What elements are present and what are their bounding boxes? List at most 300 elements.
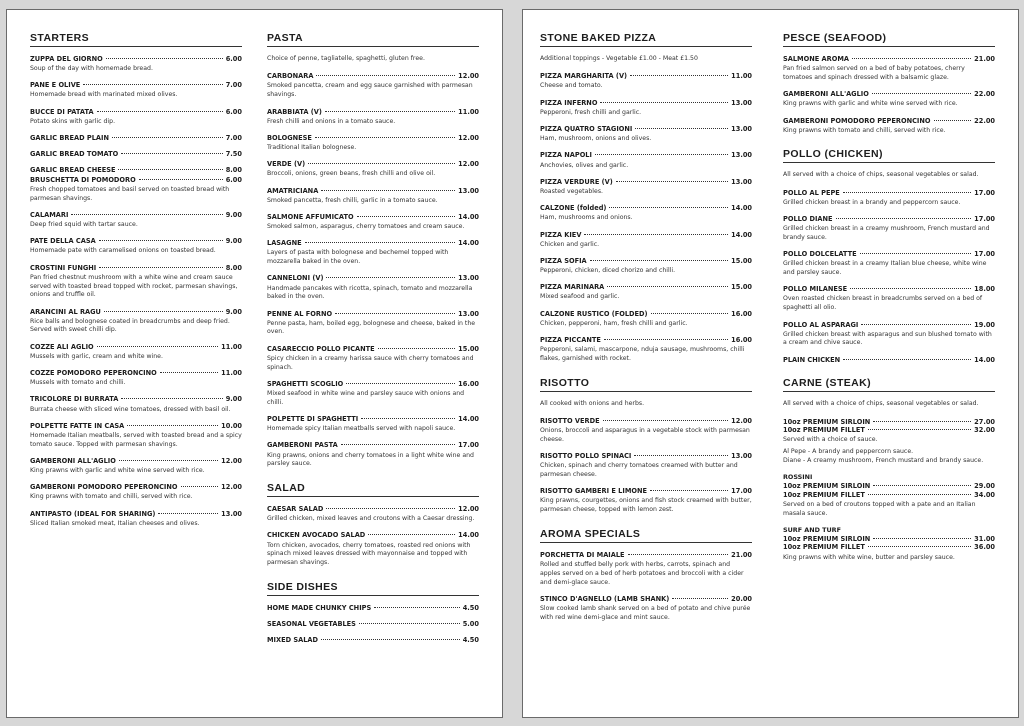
section-title: SIDE DISHES bbox=[267, 581, 479, 596]
item-description: Slow cooked lamb shank served on a bed of potato and chive purée with red wine demi-glace and mint sauce. bbox=[540, 604, 751, 621]
menu-item bbox=[267, 636, 479, 645]
dot-leader bbox=[357, 216, 456, 217]
menu-item-row bbox=[267, 160, 479, 169]
dot-leader bbox=[672, 598, 728, 599]
section-note: Choice of penne, tagliatelle, spaghetti, gluten free. bbox=[267, 55, 425, 62]
item-description: Homemade Italian meatballs, served with toasted bread and a spicy tomato sauce. Topped with parmesan shavings. bbox=[30, 431, 242, 448]
menu-item bbox=[267, 531, 479, 567]
menu-item-row bbox=[783, 543, 995, 552]
menu-item-row bbox=[267, 72, 479, 81]
item-price: 13.00 bbox=[458, 309, 479, 318]
dot-leader bbox=[83, 84, 222, 85]
menu-item bbox=[540, 72, 752, 91]
dot-leader bbox=[836, 218, 972, 219]
item-name: PIZZA NAPOLI bbox=[540, 151, 592, 160]
dot-leader bbox=[341, 444, 455, 445]
item-price: 17.00 bbox=[458, 441, 479, 450]
item-name: CASARECCIO POLLO PICANTE bbox=[267, 344, 375, 353]
dot-leader bbox=[868, 494, 971, 495]
dot-leader bbox=[860, 253, 972, 254]
item-name: LASAGNE bbox=[267, 239, 302, 248]
menu-item-row bbox=[783, 482, 995, 491]
item-price: 21.00 bbox=[731, 550, 752, 559]
dot-leader bbox=[121, 398, 222, 399]
item-name: VERDE (V) bbox=[267, 160, 306, 169]
item-name: GAMBERONI ALL'AGLIO bbox=[30, 456, 116, 465]
item-name: SALMONE AROMA bbox=[783, 55, 849, 63]
dot-leader bbox=[321, 190, 455, 191]
item-name: POLLO DOLCELATTE bbox=[783, 250, 857, 259]
item-price: 14.00 bbox=[974, 355, 995, 364]
menu-item-row bbox=[267, 134, 479, 143]
item-price: 16.00 bbox=[731, 335, 752, 344]
item-description: Pepperoni, chicken, diced chorizo and chilli. bbox=[540, 266, 676, 274]
item-description: Fresh chilli and onions in a tomato sauce. bbox=[267, 117, 396, 125]
item-name: CALZONE RUSTICO (FOLDED) bbox=[540, 309, 648, 318]
menu-item-row bbox=[30, 395, 242, 404]
item-price: 13.00 bbox=[458, 186, 479, 195]
item-description: Deep fried squid with tartar sauce. bbox=[30, 220, 138, 228]
item-name: MIXED SALAD bbox=[267, 636, 319, 645]
menu-item-row bbox=[783, 535, 995, 544]
section-note: All served with a choice of chips, seasonal vegetables or salad. bbox=[783, 171, 979, 179]
section-title: RISOTTO bbox=[540, 377, 752, 392]
dot-leader bbox=[843, 192, 971, 193]
dot-leader bbox=[346, 383, 455, 384]
item-description: Potato skins with garlic dip. bbox=[30, 117, 116, 125]
menu-item bbox=[30, 264, 242, 300]
menu-item bbox=[267, 604, 479, 613]
dot-leader bbox=[630, 75, 728, 76]
item-price: 5.00 bbox=[462, 619, 479, 628]
item-price: 4.50 bbox=[462, 603, 479, 612]
section-note: All cooked with onions and herbs. bbox=[540, 399, 645, 407]
item-price: 14.00 bbox=[458, 212, 479, 221]
dot-leader bbox=[868, 546, 971, 547]
item-description: Handmade pancakes with ricotta, spinach, tomato and mozzarella baked in the oven. bbox=[267, 284, 473, 301]
menu-item-row bbox=[30, 81, 242, 90]
menu-item-row bbox=[540, 310, 752, 319]
item-description: Smoked pancetta, fresh chilli, garlic in a tomato sauce. bbox=[267, 196, 438, 204]
menu-item-row bbox=[267, 604, 479, 613]
menu-item bbox=[540, 336, 752, 364]
menu-column-2 bbox=[267, 32, 479, 658]
item-price: 22.00 bbox=[974, 90, 995, 99]
item-name: POLLO MILANESE bbox=[783, 285, 848, 294]
group-description: Al Pepe - A brandy and peppercorn sauce. bbox=[783, 448, 914, 456]
dot-leader bbox=[316, 75, 455, 76]
menu-item-row bbox=[540, 551, 752, 560]
item-description: Grilled chicken breast in a creamy Italian blue cheese, white wine and parsley sauce. bbox=[783, 260, 987, 277]
item-price: 12.00 bbox=[458, 160, 479, 169]
item-name: 10oz PREMIUM FILLET bbox=[783, 426, 865, 435]
menu-item-row bbox=[267, 345, 479, 354]
item-description: Burrata cheese with sliced wine tomatoes, dressed with basil oil. bbox=[30, 405, 231, 413]
dot-leader bbox=[628, 554, 729, 555]
section-title: STARTERS bbox=[30, 32, 242, 47]
menu-item-row bbox=[30, 343, 242, 352]
dot-leader bbox=[873, 538, 971, 539]
item-price: 14.00 bbox=[458, 531, 479, 540]
menu-item-group bbox=[783, 526, 995, 562]
item-name: CAESAR SALAD bbox=[267, 505, 324, 514]
item-price: 9.00 bbox=[225, 237, 242, 246]
dot-leader bbox=[359, 623, 460, 624]
group-description: Served with a choice of sauce. bbox=[783, 436, 878, 444]
menu-item-row bbox=[30, 237, 242, 246]
menu-item bbox=[30, 457, 242, 476]
menu-item bbox=[30, 395, 242, 414]
item-name: PIZZA MARINARA bbox=[540, 283, 605, 292]
dot-leader bbox=[321, 639, 460, 640]
menu-item-row bbox=[540, 595, 752, 604]
item-name: 10oz PREMIUM FILLET bbox=[783, 543, 865, 552]
item-name: STINCO D'AGNELLO (LAMB SHANK) bbox=[540, 594, 670, 603]
item-name: 10oz PREMIUM SIRLOIN bbox=[783, 482, 871, 491]
dot-leader bbox=[104, 311, 223, 312]
menu-item-row bbox=[30, 108, 242, 117]
dot-leader bbox=[99, 240, 223, 241]
dot-leader bbox=[378, 348, 455, 349]
dot-leader bbox=[97, 346, 219, 347]
menu-section bbox=[540, 32, 752, 364]
menu-item bbox=[267, 620, 479, 629]
item-description: Mussels with garlic, cream and white wine. bbox=[30, 352, 163, 360]
item-name: POLLO AL PEPE bbox=[783, 188, 840, 197]
item-price: 6.00 bbox=[225, 175, 242, 184]
dot-leader bbox=[595, 154, 728, 155]
item-price: 11.00 bbox=[221, 342, 242, 351]
menu-item bbox=[540, 487, 752, 515]
dot-leader bbox=[635, 128, 728, 129]
item-name: SPAGHETTI SCOGLIO bbox=[267, 379, 344, 388]
item-description: King prawns, onions and cherry tomatoes in a light white wine and parsley sauce. bbox=[267, 451, 474, 468]
item-name: ANTIPASTO (IDEAL FOR SHARING) bbox=[30, 509, 156, 518]
menu-item bbox=[267, 160, 479, 179]
item-name: CALAMARI bbox=[30, 210, 69, 219]
item-price: 17.00 bbox=[974, 250, 995, 259]
item-price: 8.00 bbox=[225, 263, 242, 272]
menu-item bbox=[540, 231, 752, 250]
menu-item bbox=[30, 81, 242, 100]
item-description: Grilled chicken breast in a brandy and peppercorn sauce. bbox=[783, 198, 961, 206]
item-description: Grilled chicken breast with asparagus and sun blushed tomato with a cream and chive sauce. bbox=[783, 330, 992, 347]
item-price: 15.00 bbox=[458, 344, 479, 353]
menu-item bbox=[30, 176, 242, 204]
item-name: RISOTTO POLLO SPINACI bbox=[540, 452, 632, 461]
section-note: All served with a choice of chips, seasonal vegetables or salad. bbox=[783, 400, 979, 408]
item-price: 14.00 bbox=[458, 239, 479, 248]
item-price: 12.00 bbox=[458, 133, 479, 142]
item-description: Broccoli, onions, green beans, fresh chilli and olive oil. bbox=[267, 170, 436, 178]
item-name: TRICOLORE DI BURRATA bbox=[30, 395, 119, 404]
item-name: COZZE ALI AGLIO bbox=[30, 342, 94, 351]
menu-item-row bbox=[30, 166, 242, 175]
menu-item-row bbox=[783, 491, 995, 500]
dot-leader bbox=[374, 607, 459, 608]
menu-item bbox=[267, 72, 479, 100]
dot-leader bbox=[326, 508, 455, 509]
menu-item-row bbox=[783, 285, 995, 294]
item-price: 14.00 bbox=[458, 415, 479, 424]
item-name: POLPETTE FATTE IN CASA bbox=[30, 421, 125, 430]
item-price: 17.00 bbox=[974, 215, 995, 224]
group-heading: ROSSINI bbox=[783, 473, 813, 482]
menu-item-row bbox=[267, 239, 479, 248]
item-name: PIZZA MARGHARITA (V) bbox=[540, 72, 628, 81]
menu-item-row bbox=[267, 108, 479, 117]
item-description: Pan fried salmon served on a bed of baby potatoes, cherry tomatoes and spinach dressed with a balsamic glaze. bbox=[783, 65, 965, 81]
dot-leader bbox=[112, 137, 223, 138]
menu-item bbox=[783, 55, 995, 83]
dot-leader bbox=[118, 169, 222, 170]
menu-item-row bbox=[783, 426, 995, 435]
dot-leader bbox=[650, 490, 728, 491]
menu-item-row bbox=[540, 151, 752, 160]
menu-item-row bbox=[30, 422, 242, 431]
menu-section bbox=[783, 148, 995, 364]
menu-item bbox=[783, 90, 995, 109]
item-price: 17.00 bbox=[731, 487, 752, 496]
menu-item-row bbox=[540, 283, 752, 292]
dot-leader bbox=[368, 534, 455, 535]
menu-item bbox=[540, 257, 752, 276]
item-description: Anchovies, olives and garlic. bbox=[540, 161, 629, 169]
menu-item bbox=[267, 380, 479, 408]
dot-leader bbox=[609, 207, 728, 208]
menu-item-row bbox=[267, 505, 479, 514]
group-description: Diane - A creamy mushroom, French mustard and brandy sauce. bbox=[783, 456, 984, 464]
menu-item-row bbox=[783, 215, 995, 224]
item-price: 13.00 bbox=[458, 274, 479, 283]
menu-item-group bbox=[783, 473, 995, 518]
item-description: Smoked pancetta, cream and egg sauce garnished with parmesan shavings. bbox=[267, 82, 473, 99]
dot-leader bbox=[97, 111, 223, 112]
menu-item bbox=[783, 189, 995, 208]
item-description: King prawns with garlic and white wine served with rice. bbox=[30, 467, 205, 475]
menu-item bbox=[30, 369, 242, 388]
section-title: PASTA bbox=[267, 32, 479, 47]
item-description: Cheese and tomato. bbox=[540, 82, 603, 90]
menu-item-row bbox=[30, 264, 242, 273]
item-name: PIZZA KIEV bbox=[540, 230, 582, 239]
dot-leader bbox=[584, 234, 728, 235]
menu-item bbox=[783, 117, 995, 136]
menu-item-row bbox=[267, 274, 479, 283]
dot-leader bbox=[604, 339, 728, 340]
menu-section bbox=[267, 32, 479, 469]
menu-section bbox=[783, 377, 995, 562]
item-price: 10.00 bbox=[221, 421, 242, 430]
dot-leader bbox=[326, 277, 455, 278]
item-name: CROSTINI FUNGHI bbox=[30, 263, 97, 272]
menu-item-row bbox=[783, 250, 995, 259]
menu-item bbox=[267, 505, 479, 524]
item-name: 10oz PREMIUM FILLET bbox=[783, 490, 865, 499]
item-description: Torn chicken, avocados, cherry tomatoes, roasted red onions with spinach mixed leaves dressed with mayonnaise and topped with parmesan shavings. bbox=[267, 541, 471, 567]
item-price: 13.00 bbox=[221, 509, 242, 518]
menu-item bbox=[30, 134, 242, 143]
item-description: Rolled and stuffed belly pork with herbs, carrots, spinach and apples served on a bed of herb potatoes and broccoli with a cider and demi-glace sauce. bbox=[540, 561, 744, 586]
dot-leader bbox=[315, 137, 455, 138]
menu-item-row bbox=[30, 483, 242, 492]
menu-item-row bbox=[30, 369, 242, 378]
item-name: CANNELONI (V) bbox=[267, 274, 324, 283]
menu-page-left bbox=[6, 9, 503, 718]
menu-item bbox=[540, 551, 752, 587]
dot-leader bbox=[106, 58, 223, 59]
item-description: Homemade spicy Italian meatballs served with napoli sauce. bbox=[267, 425, 456, 433]
menu-item bbox=[30, 108, 242, 127]
menu-page-right bbox=[522, 9, 1019, 718]
menu-item bbox=[540, 417, 752, 445]
dot-leader bbox=[850, 288, 971, 289]
item-price: 11.00 bbox=[731, 72, 752, 81]
dot-leader bbox=[852, 58, 971, 59]
item-name: GAMBERONI POMODORO PEPERONCINO bbox=[30, 483, 178, 492]
dot-leader bbox=[934, 120, 972, 121]
menu-item-row bbox=[267, 310, 479, 319]
item-name: 10oz PREMIUM SIRLOIN bbox=[783, 417, 871, 426]
item-description: Chicken, pepperoni, ham, fresh chilli and garlic. bbox=[540, 319, 688, 327]
item-price: 15.00 bbox=[731, 283, 752, 292]
section-title: PESCE (SEAFOOD) bbox=[783, 32, 995, 47]
dot-leader bbox=[590, 260, 728, 261]
item-price: 12.00 bbox=[458, 72, 479, 81]
item-price: 11.00 bbox=[458, 107, 479, 116]
menu-item-row bbox=[30, 134, 242, 143]
section-title: AROMA SPECIALS bbox=[540, 528, 752, 543]
dot-leader bbox=[158, 513, 218, 514]
item-price: 12.00 bbox=[458, 505, 479, 514]
item-description: Pepperoni, fresh chilli and garlic. bbox=[540, 108, 642, 116]
item-price: 18.00 bbox=[974, 285, 995, 294]
item-description: Ham, mushroom, onions and olives. bbox=[540, 135, 652, 143]
menu-item-row bbox=[783, 189, 995, 198]
menu-item-row bbox=[30, 457, 242, 466]
item-name: RISOTTO VERDE bbox=[540, 416, 600, 425]
item-description: King prawns with tomato and chilli, served with rice. bbox=[30, 493, 193, 501]
item-price: 13.00 bbox=[731, 125, 752, 134]
menu-column-4 bbox=[783, 32, 995, 575]
dot-leader bbox=[308, 163, 455, 164]
menu-item bbox=[783, 321, 995, 349]
item-name: PATE DELLA CASA bbox=[30, 237, 96, 246]
item-name: GAMBERONI POMODORO PEPERONCINO bbox=[783, 116, 931, 125]
menu-item-row bbox=[540, 99, 752, 108]
item-name: HOME MADE CHUNKY CHIPS bbox=[267, 603, 372, 612]
item-price: 7.00 bbox=[225, 81, 242, 90]
menu-item-row bbox=[783, 55, 995, 64]
item-description: Soup of the day with homemade bread. bbox=[30, 65, 153, 73]
dot-leader bbox=[325, 111, 455, 112]
item-price: 22.00 bbox=[974, 116, 995, 125]
menu-item-row bbox=[783, 117, 995, 126]
item-description: Rice balls and bolognese coated in breadcrumbs and deep fried. Served with sweet chilli dip. bbox=[30, 317, 230, 334]
menu-item-row bbox=[267, 531, 479, 540]
item-name: PLAIN CHICKEN bbox=[783, 355, 841, 364]
dot-leader bbox=[160, 372, 218, 373]
menu-item bbox=[267, 274, 479, 302]
menu-item-row bbox=[267, 636, 479, 645]
item-description: Mussels with tomato and chilli. bbox=[30, 379, 126, 387]
menu-item-row bbox=[30, 150, 242, 159]
item-description: Mixed seafood and garlic. bbox=[540, 293, 620, 301]
item-price: 11.00 bbox=[221, 369, 242, 378]
section-title: POLLO (CHICKEN) bbox=[783, 148, 995, 163]
item-price: 27.00 bbox=[974, 417, 995, 426]
menu-item bbox=[540, 283, 752, 302]
item-name: GARLIC BREAD TOMATO bbox=[30, 150, 119, 159]
item-name: GAMBERONI ALL'AGLIO bbox=[783, 90, 869, 99]
menu-item bbox=[30, 483, 242, 502]
item-price: 32.00 bbox=[974, 426, 995, 435]
dot-leader bbox=[181, 486, 219, 487]
menu-item bbox=[30, 150, 242, 159]
menu-item bbox=[267, 310, 479, 338]
section-title: SALAD bbox=[267, 482, 479, 497]
item-price: 34.00 bbox=[974, 490, 995, 499]
item-price: 7.50 bbox=[225, 150, 242, 159]
menu-item bbox=[540, 151, 752, 170]
item-name: CALZONE (folded) bbox=[540, 204, 607, 213]
menu-item-row bbox=[783, 356, 995, 365]
dot-leader bbox=[634, 455, 728, 456]
menu-item bbox=[30, 308, 242, 336]
menu-item-row bbox=[540, 125, 752, 134]
menu-item-row bbox=[783, 321, 995, 330]
menu-section bbox=[267, 581, 479, 645]
item-description: Ham, mushrooms and onions. bbox=[540, 214, 633, 222]
item-name: AMATRICIANA bbox=[267, 186, 319, 195]
item-price: 6.00 bbox=[225, 107, 242, 116]
menu-item-row bbox=[30, 211, 242, 220]
item-description: Spicy chicken in a creamy harissa sauce with cherry tomatoes and spinach. bbox=[267, 354, 474, 371]
dot-leader bbox=[121, 153, 222, 154]
item-name: GARLIC BREAD CHEESE bbox=[30, 166, 116, 175]
menu-item-row bbox=[267, 213, 479, 222]
section-title: STONE BAKED PIZZA bbox=[540, 32, 752, 47]
item-name: BOLOGNESE bbox=[267, 133, 312, 142]
item-name: ARABBIATA (V) bbox=[267, 107, 322, 116]
dot-leader bbox=[861, 324, 971, 325]
section-title: CARNE (STEAK) bbox=[783, 377, 995, 392]
item-name: CHICKEN AVOCADO SALAD bbox=[267, 531, 366, 540]
group-description: King prawns with white wine, butter and parsley sauce. bbox=[783, 553, 955, 561]
menu-item-row bbox=[540, 452, 752, 461]
item-price: 21.00 bbox=[974, 55, 995, 63]
item-name: BUCCE DI PATATA bbox=[30, 107, 94, 116]
item-price: 8.00 bbox=[225, 166, 242, 175]
item-name: RISOTTO GAMBERI E LIMONE bbox=[540, 487, 648, 496]
dot-leader bbox=[600, 102, 728, 103]
menu-item bbox=[267, 108, 479, 127]
menu-item bbox=[540, 310, 752, 329]
item-description: Fresh chopped tomatoes and basil served on toasted bread with parmesan shavings. bbox=[30, 185, 230, 202]
menu-item-row bbox=[540, 336, 752, 345]
item-description: Traditional Italian bolognese. bbox=[267, 143, 357, 151]
menu-section bbox=[783, 32, 995, 135]
item-price: 36.00 bbox=[974, 543, 995, 552]
item-description: Penne pasta, ham, boiled egg, bolognese and cheese, baked in the oven. bbox=[267, 319, 476, 336]
dot-leader bbox=[71, 214, 222, 215]
menu-item-row bbox=[783, 90, 995, 99]
item-price: 14.00 bbox=[731, 204, 752, 213]
menu-item bbox=[540, 595, 752, 623]
menu-item-row bbox=[267, 415, 479, 424]
group-description: Served on a bed of croutons topped with a pate and an Italian masala sauce. bbox=[783, 500, 976, 517]
menu-item-row bbox=[267, 441, 479, 450]
